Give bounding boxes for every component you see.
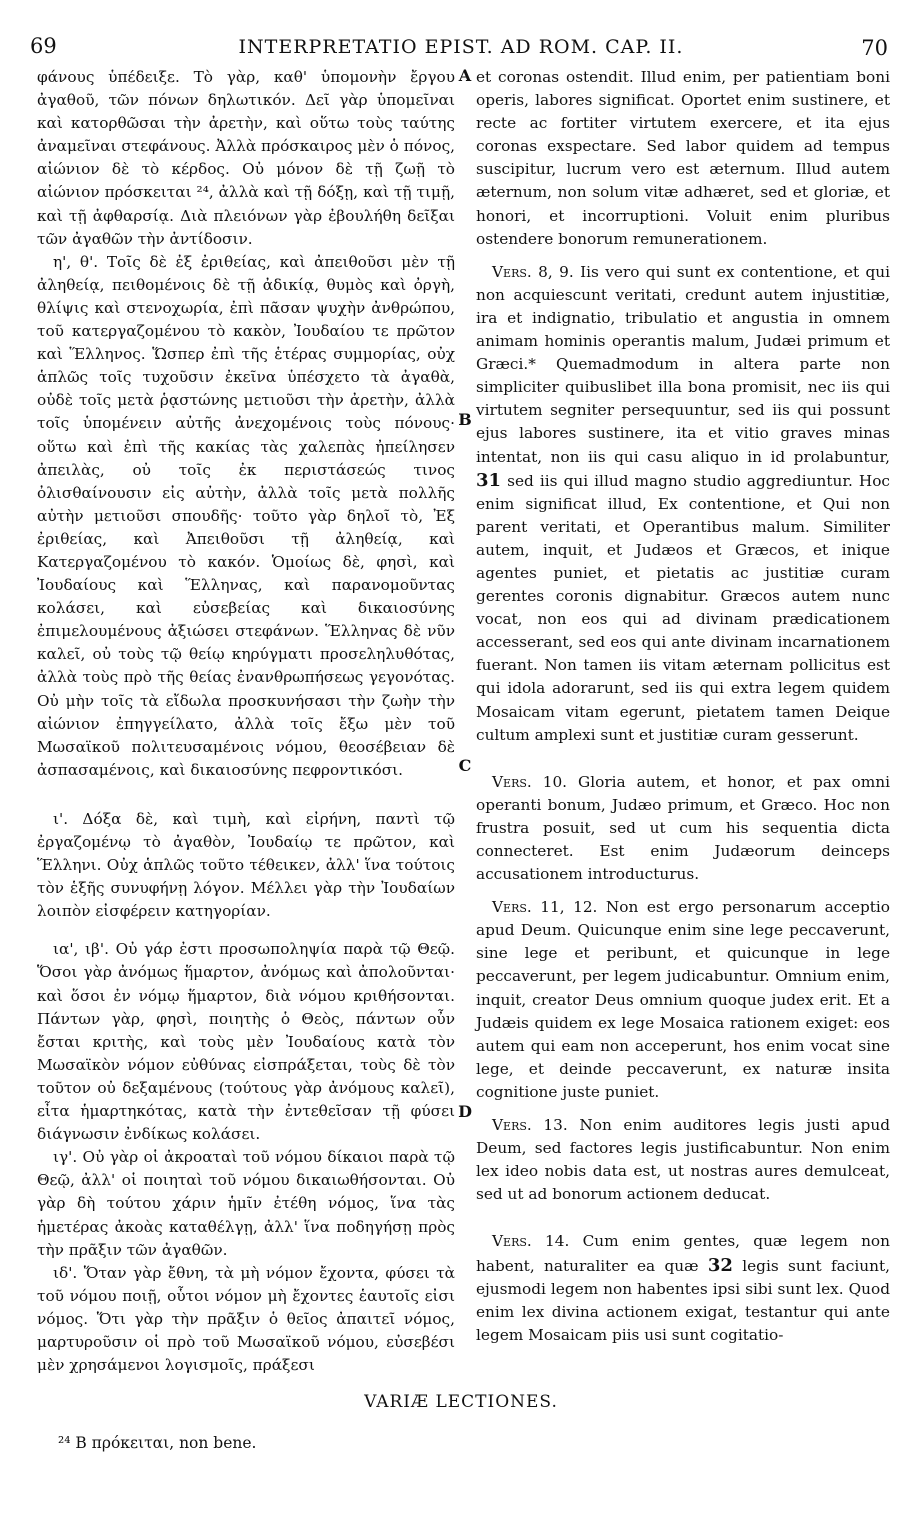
page-header bbox=[0, 34, 922, 64]
verse-label: Vers. 11, 12. bbox=[492, 898, 598, 917]
greek-paragraph: φάνους ὑπέδειξε. Τὸ γὰρ, καθ' ὑπομονὴν ἔργου ἀγαθοῦ, τῶν πόνων δηλωτικόν. Δεῖ γὰρ ὑπομεῖναι καὶ κατορθῶσαι τὴν ἀρετὴν, καὶ οὕτω τοὺς ταύτης ἀναμεῖναι στεφάνους. Ἀλλὰ πρόσκαιρος μὲν ὁ πόνος, αἰώνιον δὲ τὸ κέρδος. Οὐ μόνον δὲ τῇ ζωῇ τὸ αἰώνιον πρόσκειται ²⁴, ἀλλὰ καὶ τῇ δόξῃ, καὶ τῇ τιμῇ, καὶ τῇ ἀφθαρσίᾳ. Διὰ πλειόνων γὰρ ἐβουλήθη δεῖξαι τῶν ἀγαθῶν τὴν ἀντίδοσιν. bbox=[37, 68, 455, 248]
greek-paragraph: ι'. Δόξα δὲ, καὶ τιμὴ, καὶ εἰρήνη, παντὶ τῷ ἐργαζομένῳ τὸ ἀγαθὸν, Ἰουδαίῳ τε πρῶτον, καὶ Ἕλληνι. Οὐχ ἁπλῶς τοῦτο τέθεικεν, ἀλλ' ἵνα τούτοις τὸν ἑξῆς συνυφήνῃ λόγον. Μέλλει γὰρ τὴν Ἰουδαίων λοιπὸν εἰσφέρειν κατηγορίαν. bbox=[37, 809, 455, 921]
greek-column bbox=[37, 66, 455, 1377]
column-number: 31 bbox=[476, 469, 502, 491]
greek-paragraph: ιδ'. Ὅταν γὰρ ἔθνη, τὰ μὴ νόμον ἔχοντα, φύσει τὰ τοῦ νόμου ποιῇ, οὗτοι νόμον μὴ ἔχοντες ἑαυτοῖς εἰσι νόμος. Ὅτι γὰρ τὴν πρᾶξιν ὁ θεῖος ἀπαιτεῖ νόμος, μαρτυροῦσιν οἱ πρὸ τοῦ Μωσαϊκοῦ νόμου, εὐσεβέσι μὲν χρησάμενοι λογισμοῖς, πράξεσι bbox=[37, 1263, 455, 1375]
verse-label: Vers. 8, 9. bbox=[492, 262, 574, 281]
latin-text: Non est ergo personarum acceptio apud Deum. Quicunque enim sine lege peccaverunt, sine lege et peribunt, et quicunque in lege peccaverunt, per legem judicabuntur. Omnium enim, inquit, creator Deus omnium quoque judex erit. Et a Judæis quidem ex lege Mosaica rationem exiget: eos autem qui eam non acceperunt, hos enim vocat sine lege, et deinde peccaverunt, ex naturæ insita cognitione juste puniet. bbox=[476, 898, 890, 1101]
latin-verse-14 bbox=[476, 1230, 890, 1346]
latin-verse-13 bbox=[476, 1114, 890, 1206]
verse-label: Vers. 13. bbox=[492, 1116, 568, 1135]
latin-text: Iis vero qui sunt ex contentione, et qui non acquiescunt veritati, credunt autem injustitiæ, ira et indignatio, tribulatio et angustia in omnem animam hominis operantis malum, Judæi primum et Græci.* Quemadmodum in altera parte non simpliciter quibuslibet illa bona promisit, nec iis qui virtutem segniter persequuntur, sed iis qui possunt ejus labores sustinere, ita et vitio graves minas intentat, non iis qui casu aliquo in id prolabuntur, bbox=[476, 262, 890, 466]
variae-lectiones-title: VARIÆ LECTIONES. bbox=[364, 1392, 558, 1412]
footnote: ²⁴ B πρόκειται, non bene. bbox=[58, 1434, 257, 1452]
latin-text: sed iis qui illud magno studio aggrediuntur. Hoc enim significat illud, Ex contentione, et Qui non parent veritati, et Operantibus malum. Similiter autem, inquit, et Judæos et Græcos, et inique agentes puniet, et pietatis ac justitiæ curam gerentes coronis dignabitur. Græcos autem nunc vocat, non eos qui ad divinam prædicationem accesserant, sed eos qui ante divinam incarnationem fuerant. Non tamen iis vitam æternam pollicitus est qui idola adorarunt, sed iis qui extra legem quidem Mosaicam vitam egerunt, pietatem tamen Deique cultum amplexi sunt et justitiæ curam gesserunt. bbox=[476, 471, 890, 744]
verse-label: Vers. 14. bbox=[492, 1232, 570, 1251]
margin-marker-c: C bbox=[458, 756, 472, 775]
latin-text: legis sunt faciunt, ejusmodi legem non habentes ipsi sibi sunt lex. Quod enim lex divina actionem exigat, testantur qui ante legem Mosaicam piis usi sunt cogitatio- bbox=[476, 1256, 890, 1344]
margin-marker-a: A bbox=[458, 66, 472, 85]
latin-verse-10 bbox=[476, 771, 890, 886]
latin-verse-8-9 bbox=[476, 261, 890, 747]
latin-text: Gloria autem, et honor, et pax omni operanti bonum, Judæo primum, et Græco. Hoc non frustra posuit, sed ut cum his sequentia dicta connecteret. Est enim Judæorum deinceps accusationem introducturus. bbox=[476, 772, 890, 884]
latin-verse-11-12 bbox=[476, 896, 890, 1104]
running-title: INTERPRETATIO EPIST. AD ROM. CAP. II. bbox=[238, 36, 684, 58]
greek-paragraph: ιγ'. Οὐ γὰρ οἱ ἀκροαταὶ τοῦ νόμου δίκαιοι παρὰ τῷ Θεῷ, ἀλλ' οἱ ποιηταὶ τοῦ νόμου δικαιωθήσονται. Οὐ γὰρ δὴ τούτου χάριν ἡμῖν ἐτέθη νόμος, ἵνα τὰς ἡμετέρας ἀκοὰς καταθέλγῃ, ἀλλ' ἵνα ποδηγήσῃ πρὸς τὴν πρᾶξιν τῶν ἀγαθῶν. bbox=[37, 1148, 455, 1259]
latin-text: Non enim auditores legis justi apud Deum, sed factores legis justificabuntur. Non enim lex ideo nobis data est, ut nostras aures demulceat, sed ut ad bonorum actionem deducat. bbox=[476, 1116, 890, 1204]
latin-column bbox=[476, 66, 890, 1347]
latin-text: Cum enim gentes, quæ legem non habent, naturaliter ea quæ bbox=[476, 1232, 890, 1275]
verse-label: Vers. 10. bbox=[492, 772, 568, 791]
greek-paragraph: η', θ'. Τοῖς δὲ ἐξ ἐριθείας, καὶ ἀπειθοῦσι μὲν τῇ ἀληθείᾳ, πειθομένοις δὲ τῇ ἀδικίᾳ, θυμὸς καὶ ὀργὴ, θλίψις καὶ στενοχωρία, ἐπὶ πᾶσαν ψυχὴν ἀνθρώπου, τοῦ κατεργαζομένου τὸ κακὸν, Ἰουδαίου τε πρῶτον καὶ Ἕλληνος. Ὥσπερ ἐπὶ τῆς ἑτέρας συμμορίας, οὐχ ἁπλῶς τοῖς τυχοῦσιν ἐκεῖνα ὑπέσχετο τὰ ἀγαθὰ, οὐδὲ τοῖς μετὰ ῥᾳστώνης μετιοῦσι τὴν ἀρετὴν, ἀλλὰ τοῖς ὑπομένειν αὐτῆς ἀνεχομένοις τοὺς πόνους· οὕτω καὶ ἐπὶ τῆς κακίας τὰς χαλεπὰς ἠπείλησεν ἀπειλὰς, οὐ τοῖς ἐκ περιστάσεώς τινος ὀλισθαίνουσιν εἰς αὐτὴν, ἀλλὰ τοῖς μετὰ πολλῆς αὐτὴν μετιοῦσι σπουδῆς· τοῦτο γὰρ δηλοῖ τὸ, Ἐξ ἐριθείας, καὶ Ἀπειθοῦσι τῇ ἀληθείᾳ, καὶ Κατεργαζομένου τὸ κακόν. Ὁμοίως δὲ, φησὶ, καὶ Ἰουδαίους καὶ Ἕλληνας, καὶ παρανομοῦντας κολάσει, καὶ εὐσεβείας καὶ δικαιοσύνης ἐπιμελουμένους ἀξιώσει στεφάνων. Ἕλληνας δὲ νῦν καλεῖ, οὐ τοὺς τῷ θείῳ κηρύγματι προσεληλυθότας, ἀλλὰ τοὺς πρὸ τῆς θείας ἐνανθρωπήσεως γεγονότας. Οὐ μὴν τοῖς τὰ εἴδωλα προσκυνήσασι τὴν ζωὴν τὴν αἰώνιον ἐπηγγείλατο, ἀλλὰ τοῖς ἔξω μὲν τοῦ Μωσαϊκοῦ πολιτευσαμένοις νόμου, θεοσέβειαν δὲ ἀσπασαμένοις, καὶ δικαιοσύνης πεφροντικόσι. bbox=[37, 252, 455, 779]
page-number-left: 69 bbox=[30, 34, 57, 58]
page-number-right: 70 bbox=[861, 36, 888, 60]
column-number: 32 bbox=[707, 1254, 733, 1276]
margin-marker-d: D bbox=[458, 1102, 472, 1121]
greek-paragraph: ια', ιβ'. Οὐ γάρ ἐστι προσωποληψία παρὰ τῷ Θεῷ. Ὅσοι γὰρ ἀνόμως ἥμαρτον, ἀνόμως καὶ ἀπολοῦνται· καὶ ὅσοι ἐν νόμῳ ἥμαρτον, διὰ νόμου κριθήσονται. Πάντων γὰρ, φησὶ, ποιητὴς ὁ Θεὸς, πάντων οὖν ἔσται κριτὴς, καὶ τοὺς μὲν Ἰουδαίους κατὰ τὸν Μωσαϊκὸν νόμον εὐθύνας εἰσπράξεται, τοὺς δὲ τὸν τοῦτον οὐ δεξαμένους (τούτους γὰρ ἀνόμους καλεῖ), εἶτα ἡμαρτηκότας, κατὰ τὴν ἐντεθεῖσαν τῇ φύσει διάγνωσιν ἐνδίκως κολάσει. bbox=[37, 940, 455, 1144]
latin-paragraph: et coronas ostendit. Illud enim, per patientiam boni operis, labores significat. Oportet enim sustinere, et recte ac fortiter virtutem exercere, et ita ejus coronas exspectare. Sed labor quidem ad tempus suscipitur, lucrum vero est æternum. Illud autem æternum, non solum vitæ adhæret, sed et gloriæ, et honori, et incorruptioni. Voluit enim pluribus ostendere bonorum remunerationem. bbox=[476, 68, 890, 248]
margin-marker-b: B bbox=[458, 410, 472, 429]
